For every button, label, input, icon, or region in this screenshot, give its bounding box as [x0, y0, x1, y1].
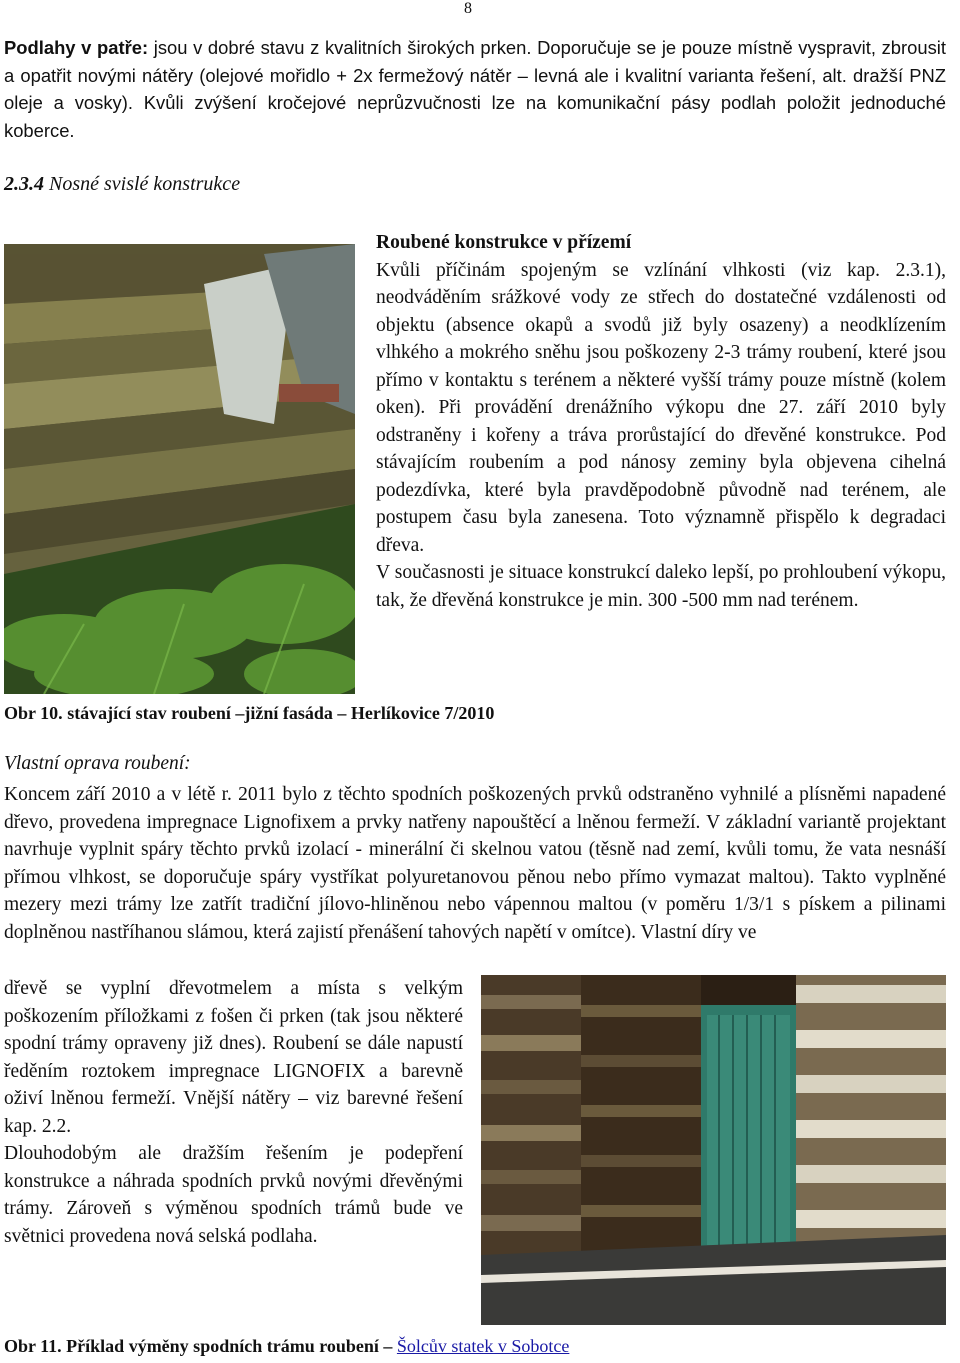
section-title: Nosné svislé konstrukce — [44, 173, 241, 195]
log-structures-title: Roubené konstrukce v přízemí — [376, 232, 632, 253]
figure-caption-10-text: stávající stav roubení –jižní fasáda – Herlíkovice 7/2010 — [62, 703, 495, 723]
section-number: 2.3.4 — [4, 173, 44, 195]
sobotka-farm-link[interactable]: Šolcův statek v Sobotce — [396, 1336, 570, 1356]
photo-beam-replacement — [481, 975, 946, 1325]
log-structures-text: Kvůli příčinám spojeným se vzlínání vlhkosti (viz kap. 2.3.1), neodváděním srážkové vody ze střech do dostatečné vzdálenosti od objektu (absence okapů a svodů již byly osazeny) a neodklízením vlhkého a mokrého sněhu jsou poškozeny 2-3 trámy roubení, které jsou přímo v kontaktu s terénem a některé vyšší trámy pouze místně (kolem oken). Při provádění drenážního výkopu dne 27. září 2010 byly odstraněny i kořeny a tráva prorůstající do dřevěné konstrukce. Pod stávajícím roubením a pod nánosy zeminy byla objevena cihelná podezdívka, které byla pravděpodobně původně nad terénem, ale postupem času byla zanesena. Toto významně přispělo k degradaci dřeva. — [376, 259, 946, 556]
photo-beam-replacement-graphic — [481, 975, 946, 1325]
figure-caption-11-label: Obr 11. Příklad výměny spodních trámu roubení – — [4, 1336, 397, 1356]
log-structures-block — [376, 229, 946, 614]
log-structures-text-2: V současnosti je situace konstrukcí daleko lepší, po prohloubení výkopu, tak, že dřevěná konstrukce je min. 300 -500 mm nad terénem. — [376, 562, 946, 611]
photo-log-wall-graphic — [4, 244, 355, 694]
repair-paragraph: Koncem září 2010 a v létě r. 2011 bylo z těchto spodních poškozených prvků odstraněno vyhnilé a plísněmi napadené dřevo, provedena impregnace Lignofixem a prvky natřeny napouštěcí a lněnou fermeží. V základní variantě projektant navrhuje vyplnit spáry těchto prvků izolací - minerální či skelnou vatou (těsně nad zemí, kvůli tomu, že vata nesnáší přímou vlhkost, se doporučuje spáry vystříkat polyuretanovou pěnou nebo přímo vymazat maltou). Takto vyplněné mezery mezi trámy lze zatřít tradiční jílovo-hliněnou nebo vápennou maltou (v poměru 1/3/1 s pískem a pilinami doplněnou nastříhanou slámou, která zajistí přenášení tahových napětí v omítce). Vlastní díry ve — [4, 784, 946, 943]
floors-text: jsou v dobré stavu z kvalitních širokých prken. Doporučuje se je pouze místně vyspravit, zbrousit a opatřit novými nátěry (olejové mořidlo + 2x fermežový nátěr – levná ale i kvalitní varianta řešení, alt. dražší PNZ oleje a vosky). Kvůli zvýšení kročejové neprůzvučnosti lze na komunikační pásy podlah položit jednoduché koberce. — [4, 37, 946, 141]
floors-lead: Podlahy v patře: — [4, 37, 149, 58]
photo-log-wall-south-facade — [4, 244, 355, 694]
long-term-solution-text: Dlouhodobým ale dražším řešením je podepření konstrukce a náhrada spodních prvků novými dřevěnými trámy. Zároveň s výměnou spodních trámů bude ve světnici provedena nová selská podlaha. — [4, 1143, 463, 1247]
figure-caption-10-label: Obr 10. — [4, 703, 63, 723]
section-heading — [4, 173, 240, 196]
repair-subheading: Vlastní oprava roubení: — [4, 753, 191, 774]
page-number: 8 — [464, 0, 472, 17]
figure-caption-11 — [4, 1336, 569, 1357]
repair-paragraph-continued — [4, 975, 463, 1250]
floors-paragraph — [4, 34, 946, 144]
repair-paragraph-continued-text: dřevě se vyplní dřevotmelem a místa s velkým poškozením příložkami z fošen či prken (tak jsou některé spodní trámy opraveny již dnes). Roubení se dále napustí ředěním roztokem impregnace LIGNOFIX a barevně oživí lněnou fermeží. Vnější nátěry – viz barevné řešení kap. 2.2. — [4, 978, 463, 1137]
figure-caption-10 — [4, 703, 494, 724]
